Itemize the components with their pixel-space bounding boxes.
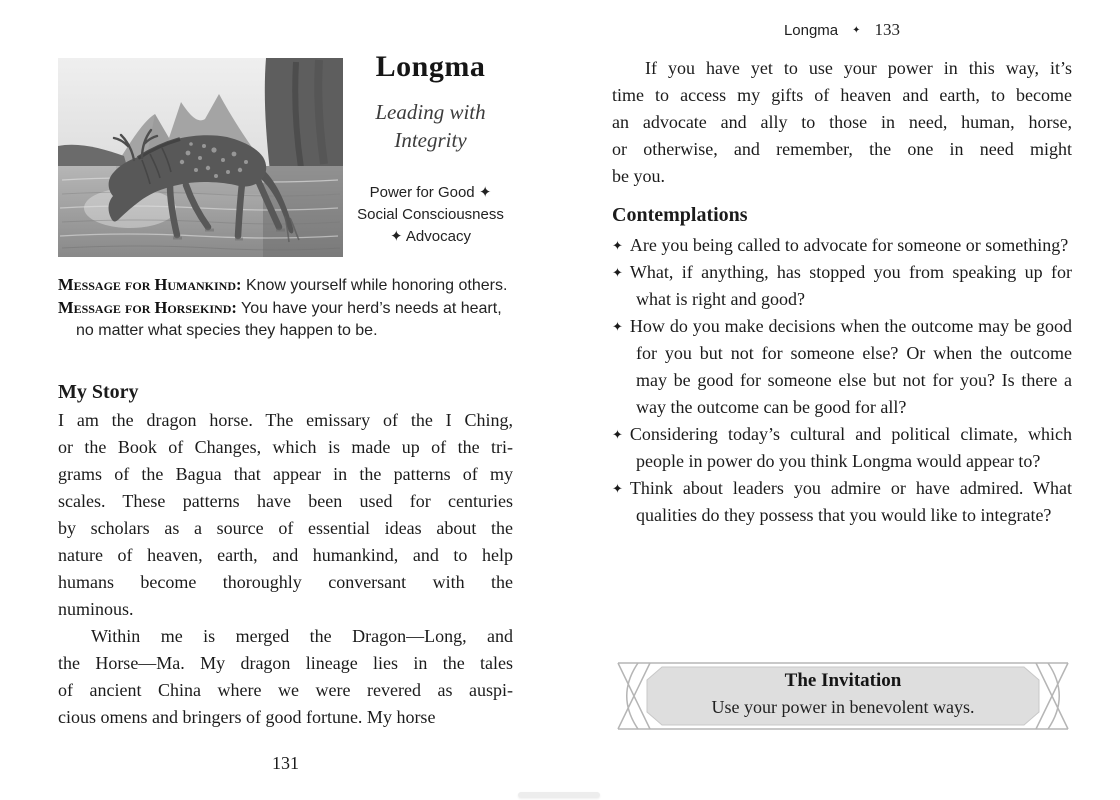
four-pointed-star-icon: ✦	[612, 427, 623, 442]
left-page	[58, 0, 513, 800]
right-page-number: 133	[874, 20, 901, 39]
list-item	[612, 313, 1072, 421]
text-line: scales. These patterns have been used for centuries	[58, 491, 513, 511]
list-item-text: Think about leaders you admire or have admired. What qualities do they possess that you would like to integrate?	[629, 478, 1072, 525]
list-item	[612, 232, 1072, 259]
text-line: time to access my gifts of heaven and earth, to become	[612, 85, 1072, 105]
card-title-block	[348, 50, 513, 248]
story-paragraph-1	[58, 407, 513, 623]
invitation-text	[653, 668, 1033, 720]
list-item	[612, 259, 1072, 313]
text-line: I am the dragon horse. The emissary of the I Ching,	[58, 410, 513, 430]
subtitle-line: Integrity	[394, 128, 467, 152]
four-pointed-star-icon: ✦	[612, 265, 623, 280]
text-line: the Horse—Ma. My dragon lineage lies in the tales	[58, 653, 513, 673]
my-story-heading: My Story	[58, 381, 139, 403]
invitation-banner	[608, 658, 1078, 734]
text-line: numinous.	[58, 599, 134, 619]
contemplations-heading: Contemplations	[612, 204, 748, 226]
text-line: grams of the Bagua that appear in the patterns of my	[58, 464, 513, 484]
card-title: Longma	[375, 50, 486, 83]
list-item-text: Considering today’s cultural and political climate, which people in power do you think Longma would appear to?	[629, 424, 1072, 471]
text-line: nature of heaven, earth, and humankind, and to help	[58, 545, 513, 565]
list-item	[612, 421, 1072, 475]
message-horsekind-text: You have your herd’s needs at heart, no matter what species they happen to be.	[76, 300, 502, 339]
text-line: cious omens and bringers of good fortune. My horse	[58, 707, 436, 727]
message-horsekind	[58, 297, 513, 342]
text-line: an advocate and ally to those in need, human, horse,	[612, 112, 1072, 132]
four-pointed-star-icon: ✦	[612, 481, 623, 496]
longma-illustration-svg	[58, 58, 343, 257]
invitation-title: The Invitation	[784, 670, 902, 691]
contemplations-list	[612, 232, 1072, 529]
running-header	[612, 20, 1072, 40]
running-header-title: Longma	[783, 22, 839, 39]
longma-illustration	[58, 58, 343, 257]
list-item	[612, 475, 1072, 529]
list-item-text: Are you being called to advocate for someone or something?	[629, 235, 1069, 255]
text-line: or otherwise, and remember, the one in need might	[612, 139, 1072, 159]
right-page	[612, 0, 1072, 800]
keyword-line: Social Consciousness	[357, 206, 504, 223]
four-pointed-star-icon: ✦	[852, 25, 861, 36]
message-horsekind-label: Message for Horsekind:	[58, 298, 237, 317]
text-line: Within me is merged the Dragon—Long, and	[91, 626, 513, 646]
text-line: of ancient China where we were revered as auspi-	[58, 680, 513, 700]
bottom-edge-bar	[518, 792, 600, 798]
keyword-line: Power for Good ✦	[369, 184, 492, 201]
four-pointed-star-icon: ✦	[612, 319, 623, 334]
message-humankind-label: Message for Humankind:	[58, 275, 242, 294]
text-line: humans become thoroughly conversant with the	[58, 572, 513, 592]
card-keywords	[348, 182, 513, 248]
text-line: be you.	[612, 166, 665, 186]
message-humankind-text: Know yourself while honoring others.	[245, 277, 508, 294]
card-subtitle	[348, 98, 513, 154]
invitation-line: Use your power in benevolent ways.	[711, 697, 975, 717]
messages-block	[58, 274, 513, 342]
list-item-text: What, if anything, has stopped you from speaking up for what is right and good?	[629, 262, 1072, 309]
list-item-text: How do you make decisions when the outcome may be good for you but not for someone else? Or when the outcome may be good for someone else but not for you? Is there a way the outcome can be good for all?	[629, 316, 1072, 417]
message-humankind	[58, 274, 513, 297]
four-pointed-star-icon: ✦	[612, 238, 623, 253]
story-paragraph-2	[58, 623, 513, 731]
keyword-line: ✦ Advocacy	[390, 228, 471, 245]
text-line: by scholars as a source of essential ideas about the	[58, 518, 513, 538]
left-page-number: 131	[272, 753, 299, 773]
text-line: or the Book of Changes, which is made up of the tri-	[58, 437, 513, 457]
subtitle-line: Leading with	[375, 100, 486, 124]
text-line: If you have yet to use your power in this way, it’s	[645, 58, 1072, 78]
story-paragraph-3	[612, 55, 1072, 190]
